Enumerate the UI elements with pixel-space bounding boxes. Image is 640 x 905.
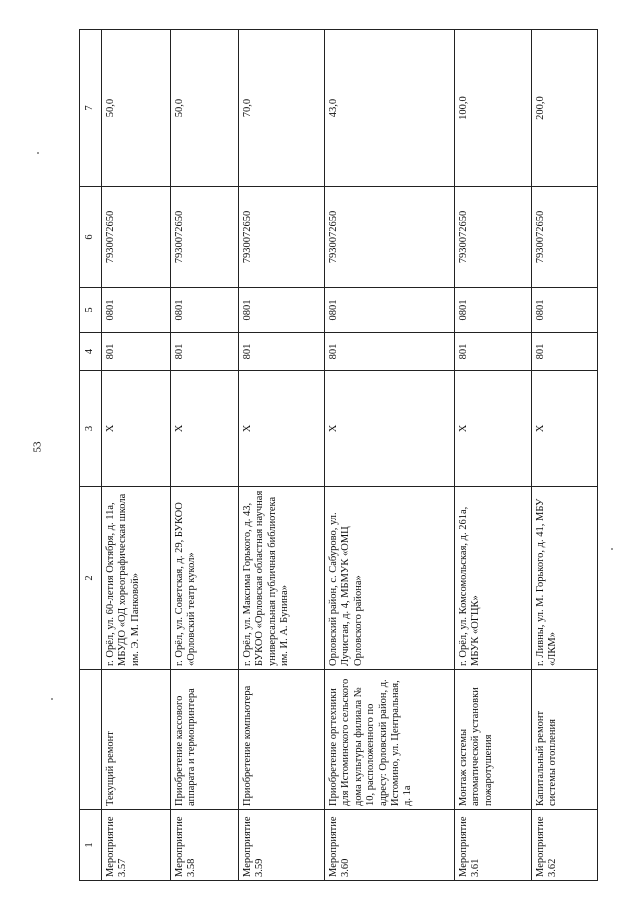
row-col4: 801 [532, 333, 598, 371]
row-address: г. Ливны, ул. М. Горького, д. 41, МБУ «ЛКМ» [532, 487, 598, 670]
scan-speck [51, 698, 53, 700]
header-cell-3: 3 [80, 371, 102, 487]
header-cell-1: 1 [80, 810, 102, 881]
row-description: Приобретение оргтехники для Истоминского сельского дома культуры филиала № 10, расположенного по адресу: Орловский район, д. Истомино, ул. Центральная, д. 1а [325, 670, 455, 810]
row-col3: X [171, 371, 239, 487]
page-number: 53 [31, 441, 44, 453]
row-col7: 50,0 [102, 30, 171, 187]
row-col5: 0801 [455, 288, 532, 333]
row-col7: 200,0 [532, 30, 598, 187]
row-name: Мероприятие 3.57 [102, 810, 171, 881]
row-col4: 801 [171, 333, 239, 371]
table-row [325, 30, 455, 881]
row-col6: 7930072650 [325, 187, 455, 288]
row-col5: 0801 [532, 288, 598, 333]
row-col3: X [455, 371, 532, 487]
table-row [532, 30, 598, 881]
row-col6: 7930072650 [171, 187, 239, 288]
row-col4: 801 [102, 333, 171, 371]
table-row [171, 30, 239, 881]
header-cell-5: 5 [80, 288, 102, 333]
row-name: Мероприятие 3.58 [171, 810, 239, 881]
row-description: Приобретение кассового аппарата и термопринтера [171, 670, 239, 810]
row-name: Мероприятие 3.59 [239, 810, 325, 881]
row-address: г. Орёл, ул. Максима Горького, д. 43, БУКОО «Орловская областная научная универсальная публичная библиотека им. И. А. Бунина» [239, 487, 325, 670]
row-col5: 0801 [239, 288, 325, 333]
row-col5: 0801 [325, 288, 455, 333]
row-address: г. Орёл, ул. Советская, д. 29, БУКОО «Орловский театр кукол» [171, 487, 239, 670]
row-col3: X [532, 371, 598, 487]
row-col6: 7930072650 [532, 187, 598, 288]
row-description: Приобретение компьютера [239, 670, 325, 810]
row-col7: 50,0 [171, 30, 239, 187]
row-col7: 43,0 [325, 30, 455, 187]
header-cell-4: 4 [80, 333, 102, 371]
scan-speck [37, 152, 39, 154]
row-col5: 0801 [171, 288, 239, 333]
row-col7: 100,0 [455, 30, 532, 187]
row-col6: 7930072650 [455, 187, 532, 288]
table-row [102, 30, 171, 881]
row-col5: 0801 [102, 288, 171, 333]
row-description: Капитальный ремонт системы отопления [532, 670, 598, 810]
row-col4: 801 [455, 333, 532, 371]
header-cell-6: 6 [80, 187, 102, 288]
row-description: Монтаж системы автоматической установки пожаротушения [455, 670, 532, 810]
row-address: Орловский район, с. Сабурово, ул. Лучистая, д. 4, МБМУК «ОМЦ Орловского района» [325, 487, 455, 670]
row-name: Мероприятие 3.62 [532, 810, 598, 881]
header-row [80, 30, 102, 881]
scan-speck [611, 548, 613, 550]
row-col4: 801 [325, 333, 455, 371]
header-cell-2: 2 [80, 487, 102, 670]
row-name: Мероприятие 3.61 [455, 810, 532, 881]
header-cell-1b [80, 670, 102, 810]
table-row [239, 30, 325, 881]
row-address: г. Орёл, ул. 60-летия Октября, д. 11а, МБУДО «ОД хореографическая школа им. Э. М. Панковой» [102, 487, 171, 670]
rotated-table-container [79, 30, 587, 881]
row-description: Текущий ремонт [102, 670, 171, 810]
budget-table [79, 29, 598, 881]
header-cell-7: 7 [80, 30, 102, 187]
row-col4: 801 [239, 333, 325, 371]
row-col6: 7930072650 [239, 187, 325, 288]
row-col3: X [325, 371, 455, 487]
row-name: Мероприятие 3.60 [325, 810, 455, 881]
row-col3: X [102, 371, 171, 487]
row-col6: 7930072650 [102, 187, 171, 288]
row-col7: 70,0 [239, 30, 325, 187]
table-row [455, 30, 532, 881]
row-address: г. Орёл, ул. Комсомольская, д. 261а, МБУК «ОГЦК» [455, 487, 532, 670]
row-col3: X [239, 371, 325, 487]
